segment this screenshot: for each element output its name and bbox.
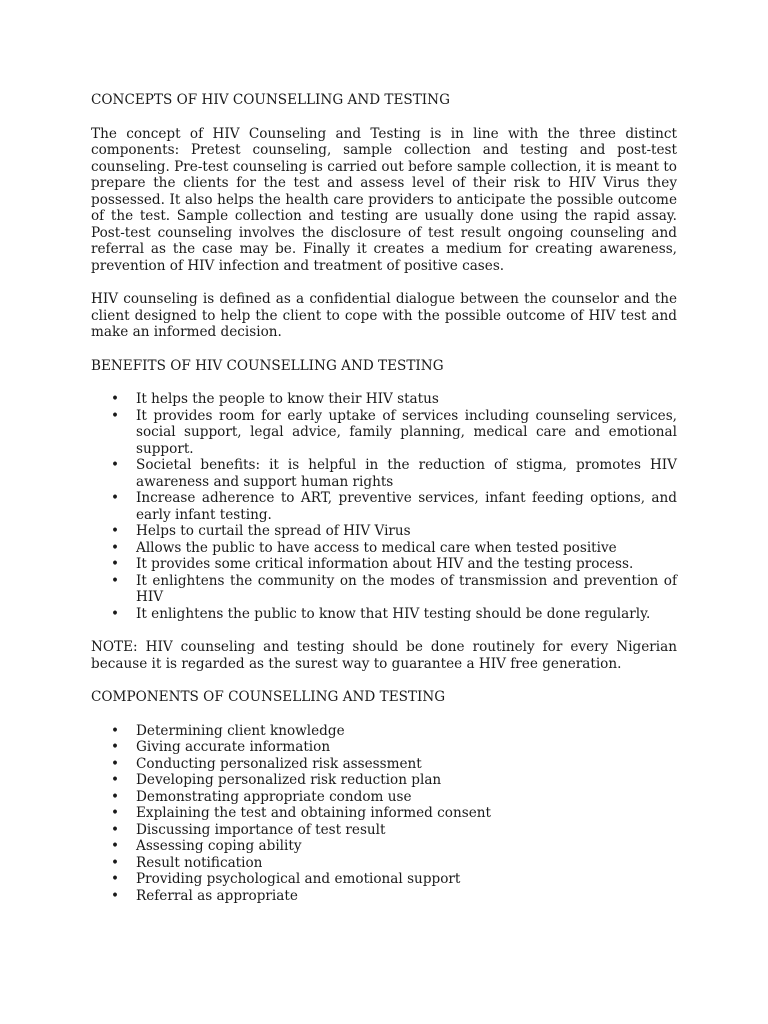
list-item-text: Discussing importance of test result <box>136 821 386 838</box>
bullet-icon: • <box>111 457 120 473</box>
list-item <box>91 822 677 839</box>
bullet-icon: • <box>111 722 120 739</box>
bullet-icon: • <box>111 490 120 506</box>
note-paragraph: NOTE: HIV counseling and testing should be done routinely for every Nigerian because it is regarded as the surest way to guarantee a HIV free generation. <box>91 639 677 672</box>
list-item-text: Referral as appropriate <box>136 887 298 904</box>
list-item <box>91 723 677 740</box>
list-item <box>91 756 677 773</box>
list-item-text: It provides some critical information about HIV and the testing process. <box>136 556 634 572</box>
bullet-icon: • <box>111 887 120 904</box>
bullet-icon: • <box>111 772 120 788</box>
list-item-text: Result notification <box>136 854 263 871</box>
list-item <box>91 523 677 540</box>
bullet-icon: • <box>111 523 120 539</box>
bullet-icon: • <box>111 407 120 424</box>
list-item-text: Demonstrating appropriate condom use <box>136 788 412 805</box>
list-item-text: Conducting personalized risk assessment <box>136 755 422 772</box>
list-item <box>91 573 677 606</box>
benefits-list <box>91 391 677 622</box>
bullet-icon: • <box>111 805 120 821</box>
heading-concepts: CONCEPTS OF HIV COUNSELLING AND TESTING <box>91 92 450 108</box>
bullet-icon: • <box>111 788 120 805</box>
list-item <box>91 871 677 888</box>
list-item <box>91 888 677 905</box>
list-item-text: Determining client knowledge <box>136 722 345 739</box>
list-item <box>91 855 677 872</box>
list-item-text: Societal benefits: it is helpful in the reduction of stigma, promotes HIV awareness and support human rights <box>136 457 677 490</box>
list-item-text: Providing psychological and emotional support <box>136 871 461 887</box>
list-item-text: It provides room for early uptake of services including counseling services, social support, legal advice, family planning, medical care and emotional support. <box>136 407 677 457</box>
list-item <box>91 606 677 623</box>
bullet-icon: • <box>111 821 120 838</box>
list-item <box>91 490 677 523</box>
bullet-icon: • <box>111 539 120 556</box>
list-item <box>91 408 677 458</box>
bullet-icon: • <box>111 556 120 572</box>
heading-benefits: BENEFITS OF HIV COUNSELLING AND TESTING <box>91 357 444 374</box>
paragraph-concept: The concept of HIV Counseling and Testing is in line with the three distinct components: Pretest counseling, sample collection and testing and post-test counseling. Pre-test counseling is carried out before sample collection, it is meant to prepare the clients for the test and assess level of their risk to HIV Virus they possessed. It also helps the health care providers to anticipate the possible outcome of the test. Sample collection and testing are usually done using the rapid assay. Post-test counseling involves the disclosure of test result ongoing counseling and referral as the case may be. Finally it creates a medium for creating awareness, prevention of HIV infection and treatment of positive cases. <box>91 125 677 274</box>
list-item-text: Allows the public to have access to medical care when tested positive <box>136 539 617 556</box>
list-item-text: Giving accurate information <box>136 739 331 755</box>
bullet-icon: • <box>111 605 120 622</box>
list-item-text: Assessing coping ability <box>136 838 302 854</box>
list-item-text: Developing personalized risk reduction plan <box>136 772 442 788</box>
bullet-icon: • <box>111 871 120 887</box>
list-item <box>91 457 677 490</box>
list-item <box>91 805 677 822</box>
list-item <box>91 739 677 756</box>
list-item <box>91 556 677 573</box>
bullet-icon: • <box>111 755 120 772</box>
bullet-icon: • <box>111 391 120 407</box>
list-item-text: It helps the people to know their HIV status <box>136 391 439 407</box>
list-item <box>91 772 677 789</box>
components-list <box>91 723 677 905</box>
list-item-text: Explaining the test and obtaining informed consent <box>136 805 491 821</box>
list-item <box>91 391 677 408</box>
list-item <box>91 838 677 855</box>
heading-components: COMPONENTS OF COUNSELLING AND TESTING <box>91 689 446 705</box>
list-item-text: Increase adherence to ART, preventive services, infant feeding options, and early infant testing. <box>136 490 677 523</box>
list-item-text: It enlightens the public to know that HIV testing should be done regularly. <box>136 605 651 622</box>
list-item <box>91 540 677 557</box>
list-item-text: It enlightens the community on the modes of transmission and prevention of HIV <box>136 572 677 605</box>
bullet-icon: • <box>111 739 120 755</box>
list-item-text: Helps to curtail the spread of HIV Virus <box>136 523 411 539</box>
bullet-icon: • <box>111 572 120 589</box>
list-item <box>91 789 677 806</box>
bullet-icon: • <box>111 854 120 871</box>
paragraph-definition: HIV counseling is defined as a confidential dialogue between the counselor and the client designed to help the client to cope with the possible outcome of HIV test and make an informed decision. <box>91 291 677 340</box>
bullet-icon: • <box>111 838 120 854</box>
document-body <box>91 92 677 904</box>
